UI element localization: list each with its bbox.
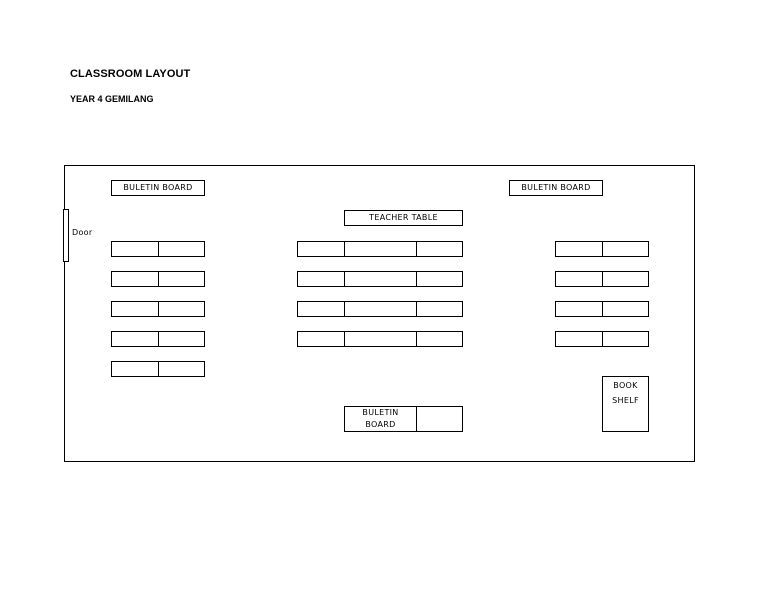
desk <box>111 301 159 317</box>
desk <box>158 301 205 317</box>
bulletin-board-bottom-side <box>416 406 463 432</box>
desk <box>344 331 417 347</box>
desk <box>555 301 603 317</box>
desk <box>297 331 345 347</box>
desk <box>344 301 417 317</box>
desk <box>555 241 603 257</box>
bulletin-board-right <box>509 180 603 196</box>
bulletin-board-bottom-label: BULETIN BOARD <box>362 408 399 429</box>
book-shelf-label: BOOK SHELF <box>612 381 639 405</box>
teacher-table-label: TEACHER TABLE <box>369 213 438 222</box>
teacher-table <box>344 210 463 226</box>
door-label: Door <box>72 228 93 237</box>
desk <box>111 331 159 347</box>
desk <box>297 271 345 287</box>
desk <box>555 331 603 347</box>
desk <box>297 241 345 257</box>
desk <box>111 361 159 377</box>
desk <box>555 271 603 287</box>
desk <box>297 301 345 317</box>
desk <box>158 271 205 287</box>
page-title: CLASSROOM LAYOUT <box>70 68 191 80</box>
desk <box>344 271 417 287</box>
desk <box>158 331 205 347</box>
bulletin-board-bottom <box>344 406 417 432</box>
desk <box>416 331 463 347</box>
bulletin-board-left-label: BULETIN BOARD <box>123 183 193 192</box>
desk <box>416 301 463 317</box>
page-subtitle: YEAR 4 GEMILANG <box>70 94 154 104</box>
desk <box>416 241 463 257</box>
book-shelf <box>602 376 649 432</box>
desk <box>602 271 649 287</box>
door <box>63 209 69 262</box>
desk <box>602 301 649 317</box>
desk <box>158 241 205 257</box>
desk <box>111 271 159 287</box>
bulletin-board-left <box>111 180 205 196</box>
desk <box>602 241 649 257</box>
desk <box>344 241 417 257</box>
desk <box>416 271 463 287</box>
desk <box>158 361 205 377</box>
desk <box>111 241 159 257</box>
desk <box>602 331 649 347</box>
bulletin-board-right-label: BULETIN BOARD <box>521 183 591 192</box>
